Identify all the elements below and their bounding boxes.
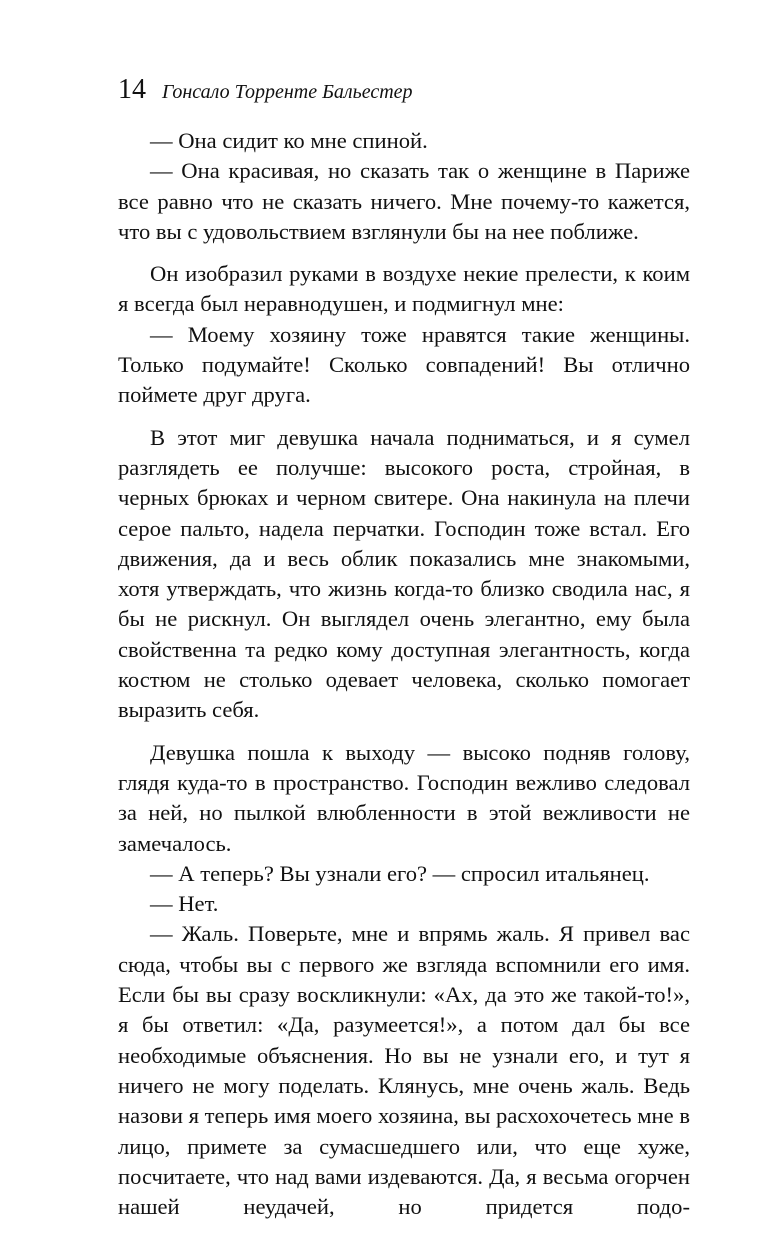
paragraph-dialogue: — Она красивая, но сказать так о женщине в Париже все равно что не сказать ничего. Мне почему-то кажется, что вы с удовольствием взглянули бы на нее поближе. <box>118 158 690 244</box>
book-page <box>118 76 690 1222</box>
running-head <box>118 76 690 112</box>
body-text <box>118 126 690 1222</box>
paragraph-dialogue: — Нет. <box>150 891 219 917</box>
paragraph: Девушка пошла к выходу — высоко подняв голову, глядя куда-то в пространство. Господин вежливо следовал за ней, но пылкой влюбленности в этой вежливости не замечалось. <box>118 739 690 856</box>
page-number: 14 <box>118 74 146 105</box>
running-title-author: Гонсало Торренте Бальестер <box>162 81 413 103</box>
paragraph-dialogue: — Жаль. Поверьте, мне и впрямь жаль. Я привел вас сюда, чтобы вы с первого же взгляда вспомнили его имя. Если бы вы сразу воскликнули: «Ах, да это же такой-то!», я бы ответил: «Да, разумеется!», а потом дал бы все необходимые объяснения. Но вы не узнали его, и тут я ничего не могу поделать. Клянусь, мне очень жаль. Ведь назови я теперь имя моего хозяина, вы расхохочетесь мне в лицо, примете за сумасшедшего или, что еще хуже, посчитаете, что над вами издеваются. Да, я весьма огорчен нашей неудачей, но придется подо- <box>118 921 690 1220</box>
paragraph: Он изобразил руками в воздухе некие прелести, к коим я всегда был неравнодушен, и подмигнул мне: <box>118 261 690 317</box>
paragraph-dialogue: — Она сидит ко мне спиной. <box>150 128 428 153</box>
paragraph: В этот миг девушка начала подниматься, и я сумел разглядеть ее получше: высокого роста, стройная, в черных брюках и черном свитере. Она накинула на плечи серое пальто, надела перчатки. Господин тоже встал. Его движения, да и весь облик показались мне знакомыми, хотя утверждать, что жизнь когда-то близко сводила нас, я бы не рискнул. Он выглядел очень элегантно, ему была свойственна та редко кому доступная элегантность, когда костюм не столько одевает человека, сколько помогает выразить себя. <box>118 424 690 723</box>
paragraph-dialogue: — А теперь? Вы узнали его? — спросил итальянец. <box>150 860 650 886</box>
paragraph-dialogue: — Моему хозяину тоже нравятся такие женщины. Только подумайте! Сколько совпадений! Вы отлично поймете друг друга. <box>118 321 690 408</box>
